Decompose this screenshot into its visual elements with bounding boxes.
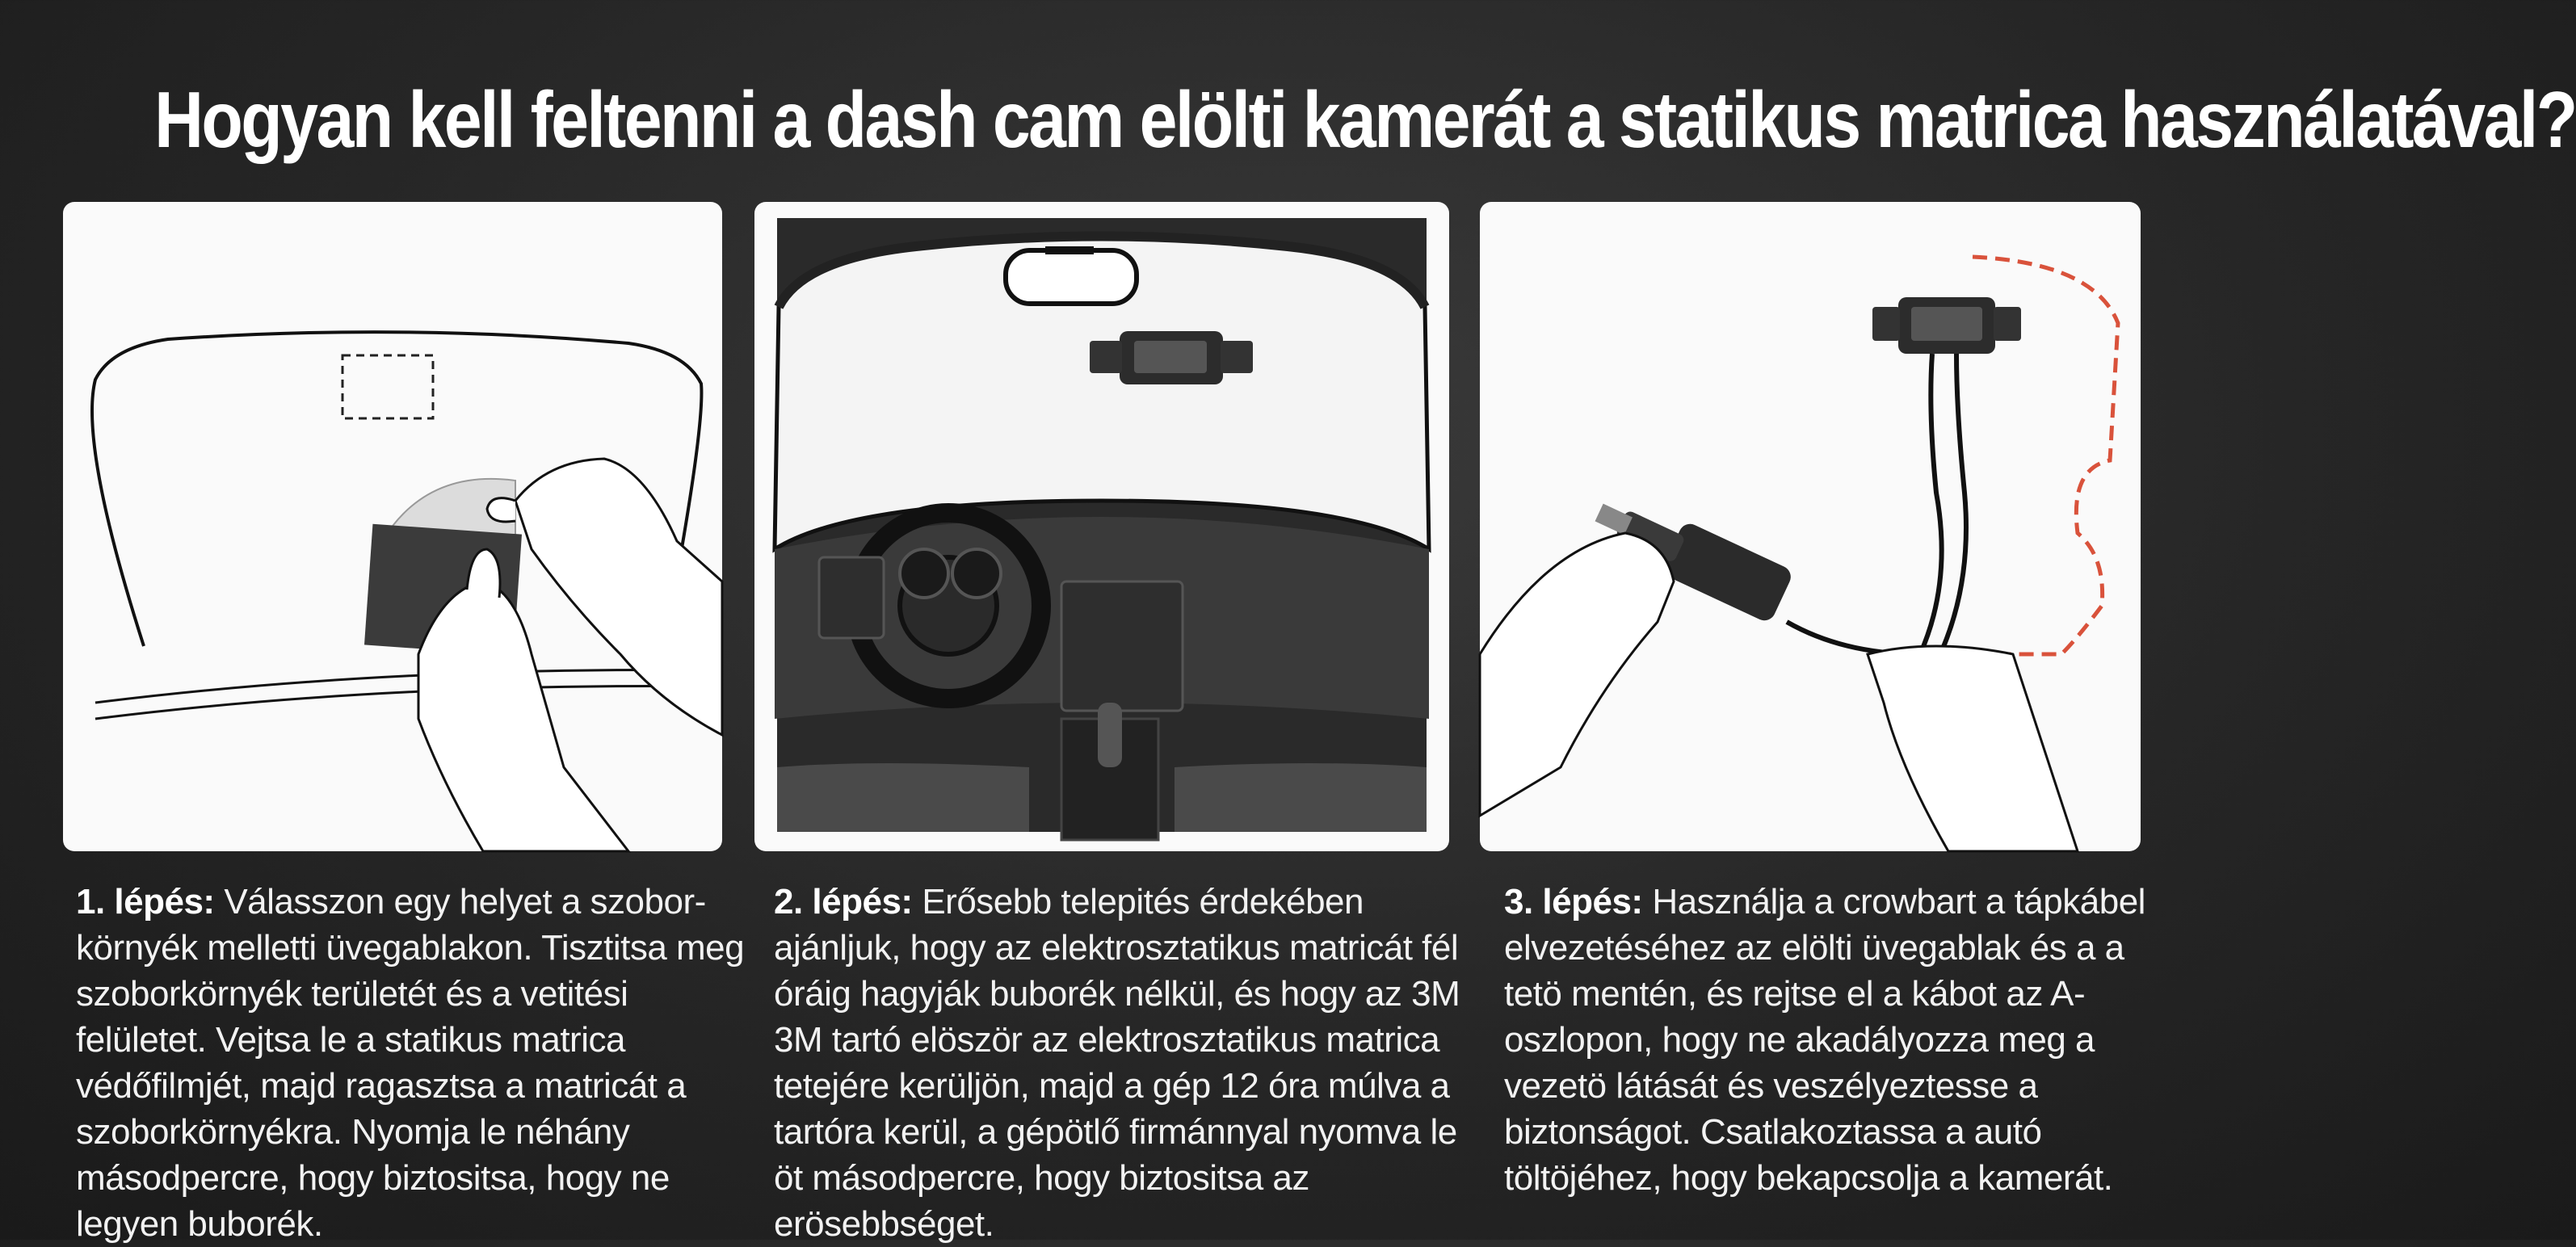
step-2-body: Erősebb telepités érdekében ajánljuk, hogy az elektrosztatikus matricát fél óráig hagyják buborék nélkül, és hogy az 3M 3M tartó elöször az elektrosztatikus matrica tetejére kerüljön, majd a gép 12 óra múlva a tartóra kerül, a gépötlő firmánnyal nyomva le öt másodpercre, hogy biztositsa az erösebbséget. <box>774 882 1460 1244</box>
step-2-text <box>774 879 1469 1247</box>
step-2-illustration <box>754 202 1449 851</box>
step-1-text <box>76 879 754 1247</box>
step-1-illustration <box>63 202 722 851</box>
step-2-label: 2. lépés: <box>774 882 913 922</box>
step-1-label: 1. lépés: <box>76 882 215 922</box>
step-3-illustration <box>1480 202 2141 851</box>
dash-cam-icon <box>1872 297 2021 354</box>
page-title: Hogyan kell feltenni a dash cam elölti kamerát a statikus matrica használatával? <box>154 75 2576 164</box>
step-3-text <box>1504 879 2175 1201</box>
step-3-label: 3. lépés: <box>1504 882 1643 922</box>
step-1-body: Válasszon egy helyet a szobor-környék melletti üvegablakon. Tisztitsa meg szoborkörnyék területét és a vetitési felületet. Vejtsa le a statikus matrica védőfilmjét, majd ragasztsa a matricát a szoborkörnyékra. Nyomja le néhány másodpercre, hogy biztositsa, hogy ne legyen buborék. <box>76 882 745 1244</box>
step-3-body: Használja a crowbart a tápkábel elvezetéséhez az elölti üvegablak és a a tetö mentén, és rejtse el a kábot az A-oszlopon, hogy ne akadályozza meg a vezetö látását és veszélyeztesse a biztonságot. Csatlakoztassa a autó töltöjéhez, hogy bekapcsolja a kamerát. <box>1504 882 2145 1198</box>
